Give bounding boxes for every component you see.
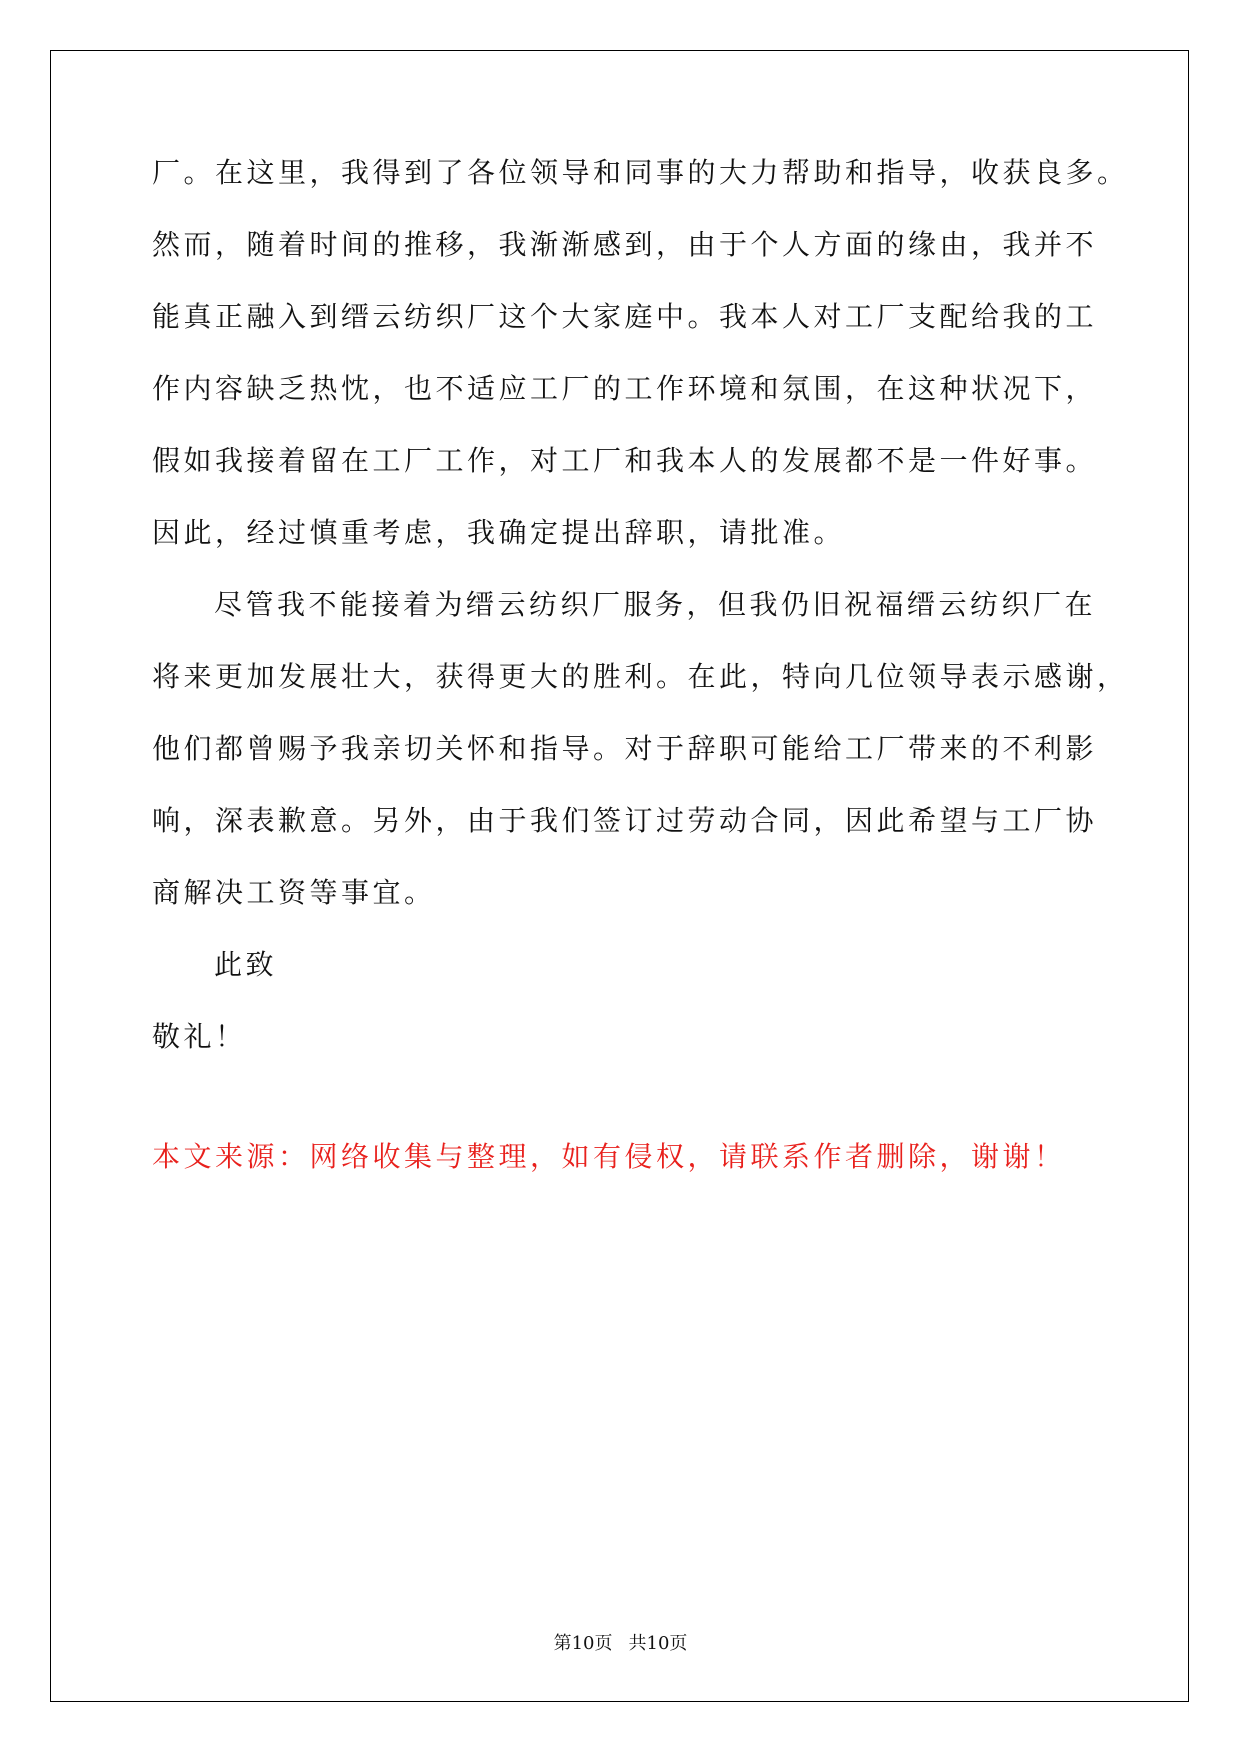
current-page-number: 第10页: [553, 1633, 613, 1654]
body-line: 他们都曾赐予我亲切关怀和指导。对于辞职可能给工厂带来的不利影: [152, 732, 1098, 765]
closing-regards: 敬礼！: [152, 1020, 247, 1053]
page-footer: [0, 1632, 1241, 1656]
body-line: 作内容缺乏热忱，也不适应工厂的工作环境和氛围，在这种状况下，: [152, 372, 1098, 405]
body-line: 能真正融入到缙云纺织厂这个大家庭中。我本人对工厂支配给我的工: [152, 300, 1098, 333]
body-line: 响，深表歉意。另外，由于我们签订过劳动合同，因此希望与工厂协: [152, 804, 1098, 837]
body-line: 假如我接着留在工厂工作，对工厂和我本人的发展都不是一件好事。: [152, 444, 1098, 477]
body-line: 厂。在这里，我得到了各位领导和同事的大力帮助和指导，收获良多。: [152, 156, 1129, 189]
paragraph-start-line: 尽管我不能接着为缙云纺织厂服务，但我仍旧祝福缙云纺织厂在: [214, 588, 1097, 621]
source-note: 本文来源：网络收集与整理，如有侵权，请联系作者删除，谢谢！: [152, 1140, 1066, 1173]
body-line: 然而，随着时间的推移，我渐渐感到，由于个人方面的缘由，我并不: [152, 228, 1098, 261]
body-line: 将来更加发展壮大，获得更大的胜利。在此，特向几位领导表示感谢，: [152, 660, 1129, 693]
closing-salutation: 此致: [214, 948, 278, 981]
total-page-count: 共10页: [628, 1633, 688, 1654]
body-line: 商解决工资等事宜。: [152, 876, 436, 909]
body-line: 因此，经过慎重考虑，我确定提出辞职，请批准。: [152, 516, 846, 549]
